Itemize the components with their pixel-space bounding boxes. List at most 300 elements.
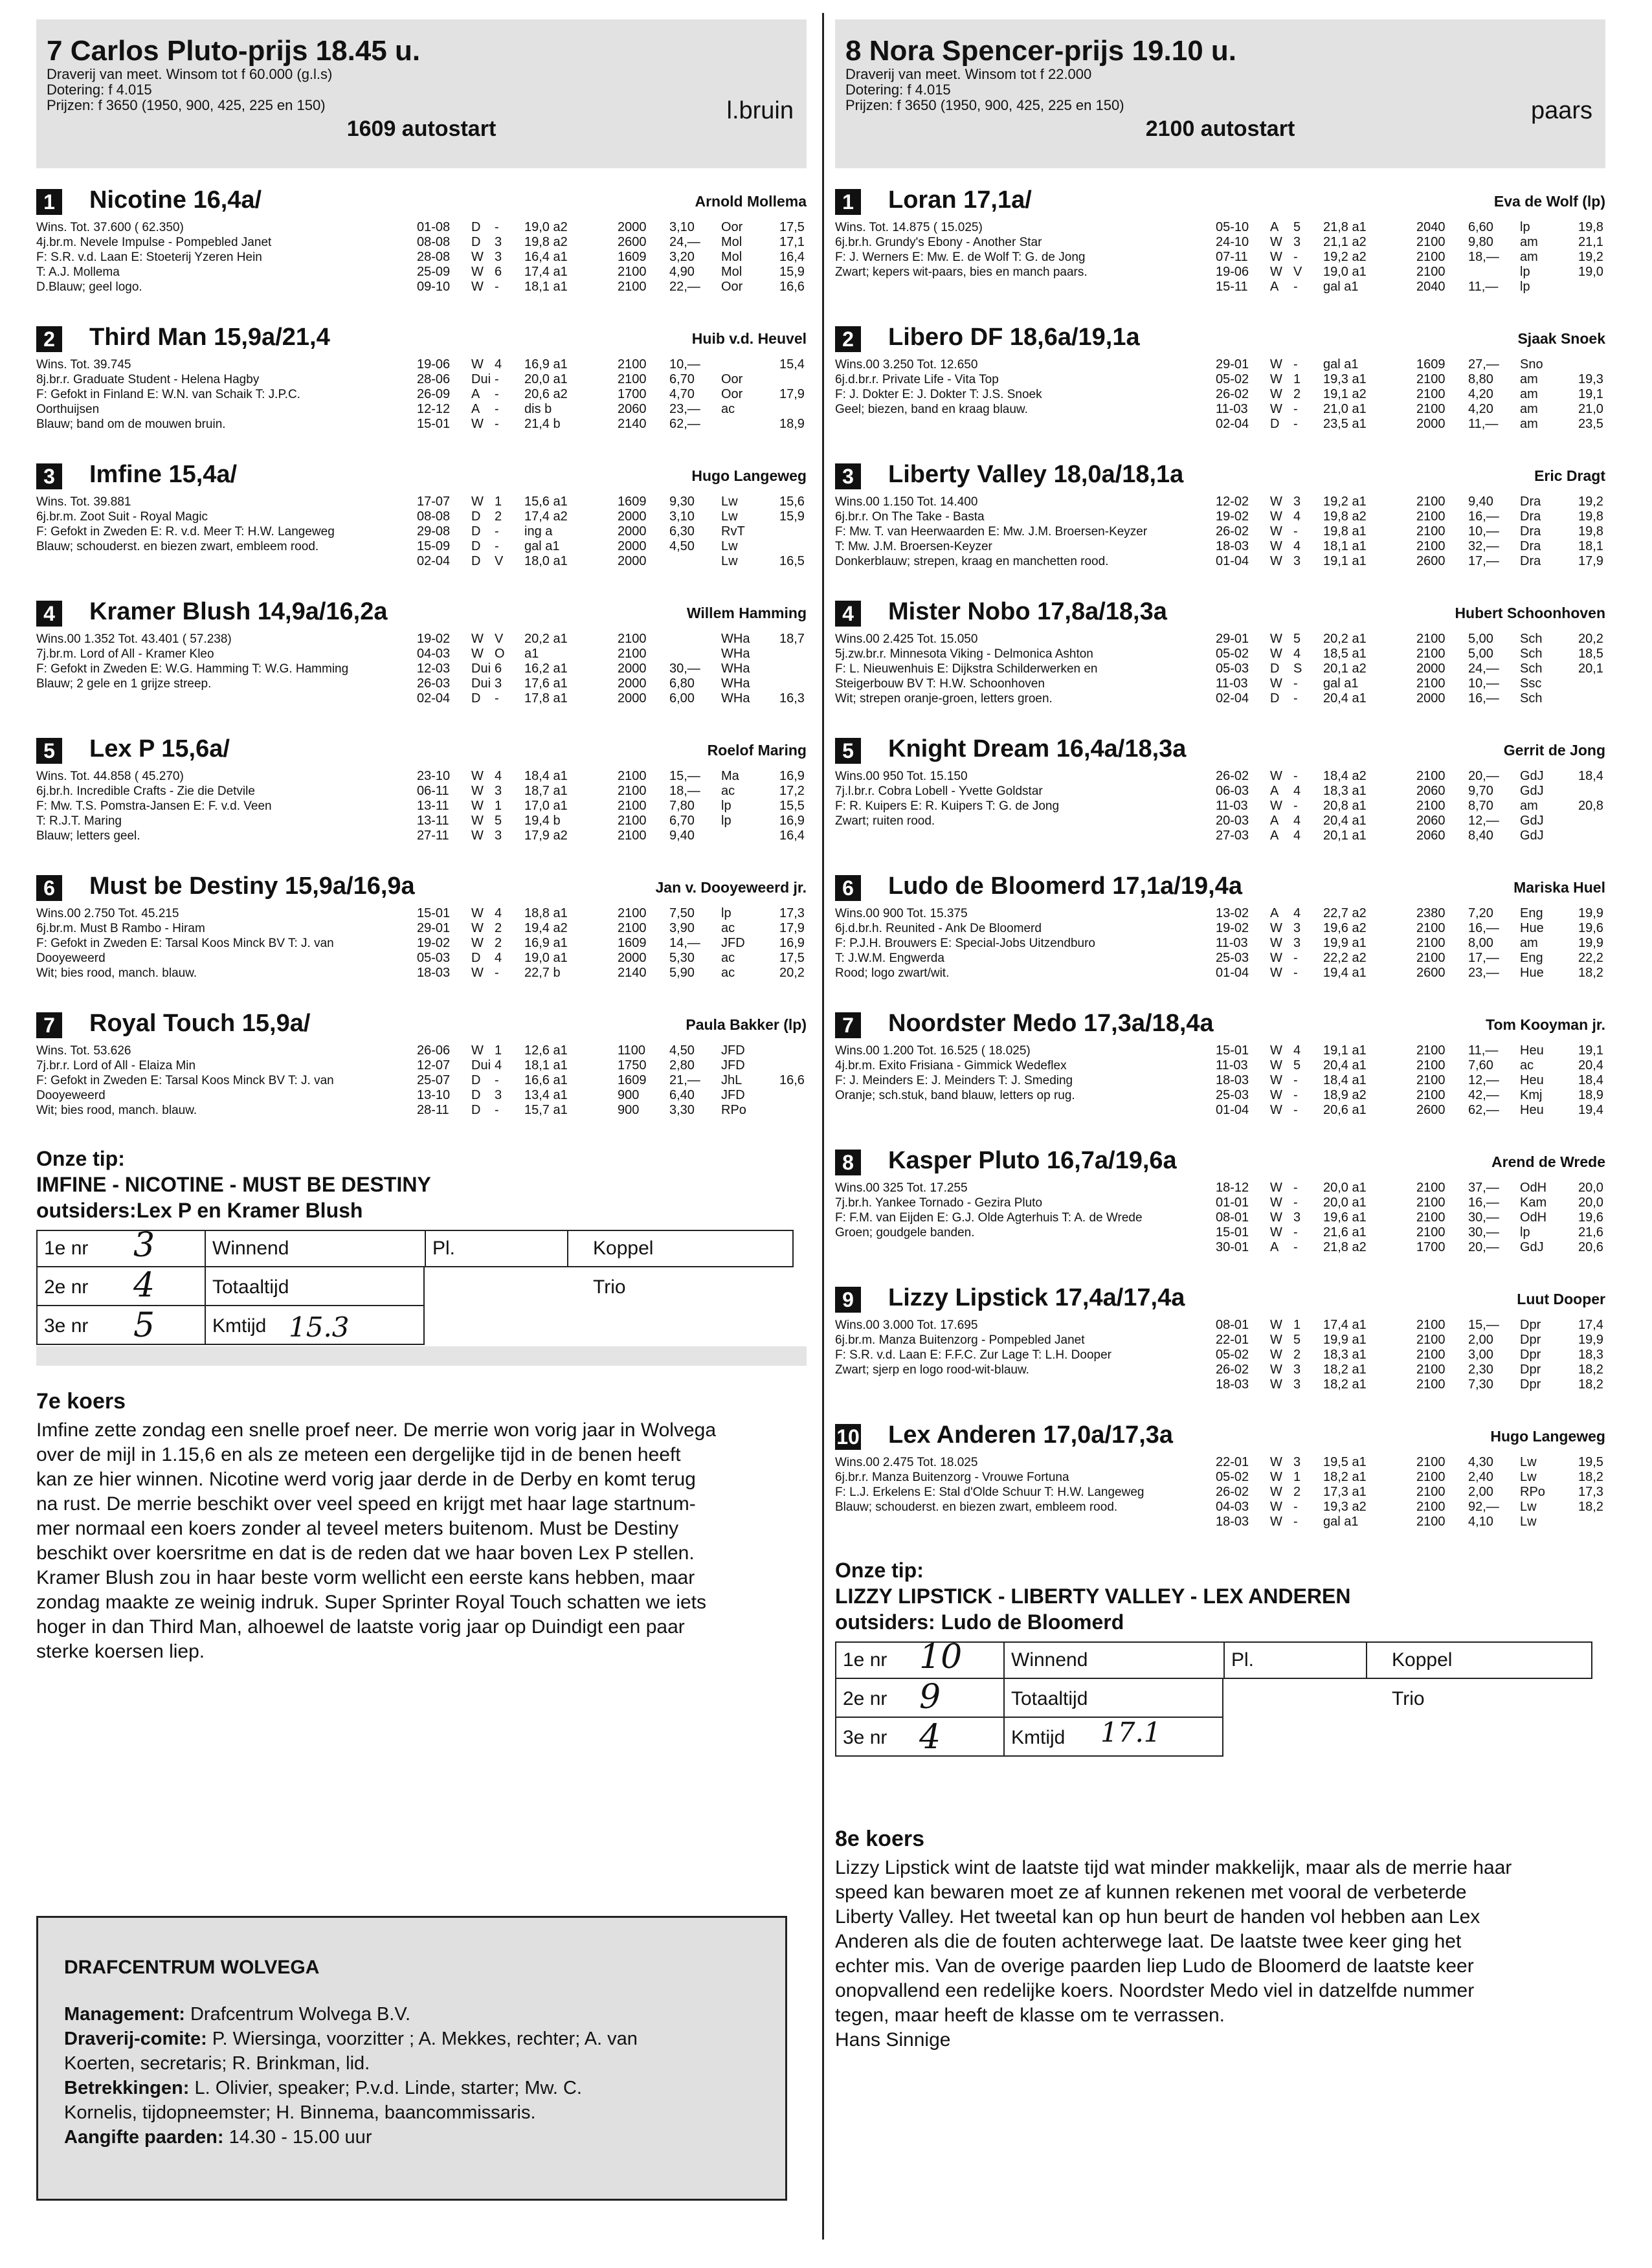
horse-number: 8 (835, 1150, 861, 1175)
horse-entry (835, 871, 1605, 997)
horse-name: Lex P 15,6a/ (89, 735, 230, 762)
results-label-2: 2e nr (44, 1276, 89, 1298)
run-cell: Mol (721, 265, 742, 279)
run-cell: 5 (1293, 632, 1301, 646)
run-cell: 2100 (1416, 402, 1446, 416)
horse-entry (835, 734, 1605, 860)
run-cell: 19,8 a2 (1323, 509, 1367, 524)
horse-entry (835, 460, 1605, 585)
run-cell: - (495, 1073, 499, 1087)
run-cell: Heu (1520, 1103, 1544, 1117)
run-cell: W (471, 828, 484, 843)
horse-info-line: 7j.l.br.r. Cobra Lobell - Yvette Goldstar (835, 784, 1043, 798)
run-cell: - (1293, 402, 1298, 416)
horse-info-line: Blauw; schouderst. en biezen zwart, embleem rood. (36, 540, 319, 553)
run-cell: 25-03 (1216, 951, 1249, 965)
run-cell: lp (721, 799, 731, 813)
run-cell: 15-01 (1216, 1043, 1249, 1058)
run-cell: 20-03 (1216, 814, 1249, 828)
horse-entry (36, 734, 807, 860)
run-cell: 17,3 (1578, 1485, 1603, 1499)
horse-details (835, 357, 1605, 448)
run-cell: - (1293, 676, 1298, 691)
run-cell: 17,0 a1 (524, 799, 568, 813)
track-info-label: Aangifte paarden: (64, 2127, 224, 2148)
run-cell: 26-02 (1216, 1485, 1249, 1499)
run-cell: 8,00 (1468, 936, 1493, 950)
run-cell: W (1270, 509, 1282, 524)
run-cell: - (1293, 691, 1298, 706)
run-cell: 16,— (1468, 691, 1499, 706)
run-cell: - (1293, 1515, 1298, 1529)
horse-info (835, 1043, 1211, 1103)
run-cell: 3 (1293, 936, 1301, 950)
run-cell: Dpr (1520, 1362, 1541, 1377)
run-cell: W (1270, 676, 1282, 691)
results-label-1: 1e nr (843, 1649, 887, 1671)
run-cell: 08-01 (1216, 1210, 1249, 1225)
run-cell: - (1293, 1073, 1298, 1087)
run-cell: 2040 (1416, 220, 1446, 234)
koers-line: speed kan bewaren moet ze af kunnen rekenen met vooral de verbeterde (835, 1882, 1467, 1903)
run-cell: 20,4 a1 (1323, 814, 1367, 828)
horse-trainer: Eric Dragt (1534, 467, 1605, 484)
run-cell: D (471, 554, 481, 568)
run-cell: - (1293, 951, 1298, 965)
run-cell: 9,80 (1468, 235, 1493, 249)
run-cell: 21,6 (1578, 1225, 1603, 1240)
horse-info-line: 5j.zw.br.r. Minnesota Viking - Delmonica Ashton (835, 647, 1093, 661)
run-cell: JFD (721, 1088, 745, 1102)
run-cell: 4,50 (669, 539, 695, 553)
run-cell: 3 (1293, 1210, 1301, 1225)
horse-info-line: 7j.br.r. Lord of All - Elaiza Min (36, 1059, 196, 1073)
horse-details (36, 357, 807, 448)
horse-entry (835, 1008, 1605, 1134)
run-cell: Eng (1520, 906, 1543, 920)
run-cell: W (471, 632, 484, 646)
horse-header (36, 185, 807, 220)
run-cell: W (1270, 799, 1282, 813)
track-info-label: Management: (64, 2004, 185, 2025)
run-cell: W (1270, 357, 1282, 372)
run-cell: 17,4 a1 (1323, 1318, 1367, 1332)
run-cell: 2100 (1416, 387, 1446, 401)
horse-info-line: Groen; goudgele banden. (835, 1226, 975, 1240)
run-cell: - (495, 1103, 499, 1117)
run-cell: 12-02 (1216, 495, 1249, 509)
horse-trainer: Hugo Langeweg (1490, 1428, 1605, 1445)
run-cell: 4,90 (669, 265, 695, 279)
run-cell: 17,5 (779, 220, 805, 234)
run-cell: 2,00 (1468, 1485, 1493, 1499)
run-cell: 2100 (1416, 1455, 1446, 1469)
run-cell: 2060 (1416, 784, 1446, 798)
race-title: 8 Nora Spencer-prijs 19.10 u. (845, 35, 1237, 67)
horse-info-line: F: Gefokt in Zweden E: R. v.d. Meer T: H.W. Langeweg (36, 525, 335, 539)
horse-header (36, 460, 807, 495)
run-cell: W (1270, 554, 1282, 568)
horse-info-line: Wit; bies rood, manch. blauw. (36, 1104, 197, 1117)
run-cell: 20,2 (779, 966, 805, 980)
run-cell: 4,30 (1468, 1455, 1493, 1469)
horse-info-line: Wins. Tot. 39.745 (36, 358, 131, 372)
track-info-text: L. Olivier, speaker; P.v.d. Linde, starter; Mw. C. (189, 2078, 582, 2098)
run-cell: 9,70 (1468, 784, 1493, 798)
run-cell: 18,7 (779, 632, 805, 646)
horse-info-line: Oranje; sch.stuk, band blauw, letters op rug. (835, 1089, 1075, 1102)
run-cell: W (471, 936, 484, 950)
track-info-text: P. Wiersinga, voorzitter ; A. Mekkes, rechter; A. van (206, 2029, 638, 2049)
horse-info-line: Wins. Tot. 39.881 (36, 495, 131, 509)
run-cell: 2100 (1416, 1333, 1446, 1347)
horse-trainer: Gerrit de Jong (1503, 742, 1605, 759)
horse-info-line: F: L.J. Erkelens E: Stal d'Olde Schuur T: H.W. Langeweg (835, 1485, 1144, 1499)
run-cell: 2 (1293, 1348, 1301, 1362)
run-cell: 2100 (1416, 799, 1446, 813)
run-cell: W (1270, 372, 1282, 386)
horse-info-line: F: Gefokt in Zweden E: Tarsal Koos Minck BV T: J. van (36, 1074, 334, 1087)
run-cell: 15-01 (417, 417, 451, 431)
race-distance: 2100 autostart (1145, 117, 1295, 141)
run-cell: 20,0 a1 (1323, 1195, 1367, 1210)
horse-details (835, 1318, 1605, 1408)
run-cell: 5,00 (1468, 632, 1493, 646)
run-cell: 2100 (618, 769, 647, 783)
run-cell: - (495, 280, 499, 294)
race-prizes: Prijzen: f 3650 (1950, 900, 425, 225 en 150) (47, 97, 326, 113)
horse-details (835, 1455, 1605, 1546)
run-cell: 19,8 (1578, 524, 1603, 539)
run-cell: 2100 (1416, 632, 1446, 646)
horse-info-line: 6j.br.h. Grundy's Ebony - Another Star (835, 236, 1042, 249)
run-cell: lp (1520, 220, 1530, 234)
run-cell: GdJ (1520, 1240, 1544, 1254)
horse-number: 6 (36, 875, 62, 901)
run-cell: 18-03 (1216, 1377, 1249, 1392)
run-cell: 23,— (1468, 966, 1499, 980)
horse-info-line: Wins.00 950 Tot. 15.150 (835, 770, 968, 783)
horse-trainer: Arend de Wrede (1491, 1153, 1605, 1170)
run-cell: 2,00 (1468, 1333, 1493, 1347)
run-cell: 1100 (618, 1043, 646, 1058)
run-cell: 1 (1293, 372, 1301, 386)
run-cell: 19,0 a1 (1323, 265, 1367, 279)
results-kmtijd: Kmtijd (1011, 1727, 1066, 1748)
run-cell: 29-01 (1216, 357, 1249, 372)
run-cell: 2000 (618, 951, 647, 965)
run-cell: 28-11 (417, 1103, 449, 1117)
results-label-2: 2e nr (843, 1688, 887, 1709)
run-cell: 18,1 a1 (524, 280, 568, 294)
run-cell: 30,— (669, 662, 700, 676)
horse-entry (835, 1283, 1605, 1408)
run-cell: WHa (721, 632, 750, 646)
run-cell: 20,1 a1 (1323, 828, 1367, 843)
run-cell: 20,0 (1578, 1195, 1603, 1210)
horse-info (835, 495, 1211, 569)
horse-header (36, 322, 807, 357)
run-cell: 2100 (1416, 495, 1446, 509)
horse-number: 9 (835, 1287, 861, 1313)
horse-info-line: 6j.br.m. Manza Buitenzorg - Pompebled Janet (835, 1333, 1085, 1347)
run-cell: 10,— (1468, 524, 1499, 539)
run-cell: 11,— (1468, 280, 1499, 294)
run-cell: Oor (721, 372, 743, 386)
run-cell: 18,— (669, 784, 700, 798)
run-cell: 2100 (1416, 1210, 1446, 1225)
run-cell: 4 (495, 357, 502, 372)
run-cell: 2100 (1416, 647, 1446, 661)
run-cell: 20,— (1468, 1240, 1499, 1254)
run-cell: D (471, 524, 481, 539)
run-cell: 11-03 (1216, 936, 1248, 950)
horse-details (835, 220, 1605, 311)
horse-info-line: 6j.br.m. Zoot Suit - Royal Magic (36, 510, 208, 524)
run-cell: W (1270, 524, 1282, 539)
run-cell: 18,4 (1578, 1073, 1603, 1087)
run-cell: 13-11 (417, 814, 449, 828)
run-cell: 17,9 a2 (524, 828, 568, 843)
run-cell: 2100 (618, 906, 647, 920)
koers-line: onopvallend een redelijke koers. Noordster Medo viel in datzelfde nummer (835, 1980, 1475, 2001)
run-cell: W (471, 265, 484, 279)
run-cell: 15,— (669, 769, 700, 783)
horse-number: 10 (835, 1424, 861, 1450)
koers-line: tegen, maar heeft de klasse om te verrassen. (835, 2005, 1225, 2026)
run-cell: 4 (1293, 784, 1301, 798)
run-cell: 17,— (1468, 554, 1499, 568)
run-cell: am (1520, 417, 1538, 431)
run-cell: 4 (1293, 509, 1301, 524)
koers-title: 7e koers (36, 1389, 126, 1414)
run-cell: 06-03 (1216, 784, 1249, 798)
run-cell: 2000 (618, 524, 647, 539)
run-cell: Sch (1520, 691, 1543, 706)
run-cell: 29-01 (1216, 632, 1249, 646)
run-cell: 4 (1293, 1043, 1301, 1058)
handwritten-kmtijd: 17.1 (1100, 1717, 1161, 1748)
horse-trainer: Hubert Schoonhoven (1455, 605, 1605, 621)
run-cell: 1700 (1416, 1240, 1446, 1254)
run-cell: WHa (721, 676, 750, 691)
run-cell: W (1270, 1043, 1282, 1058)
run-cell: 3 (1293, 1455, 1301, 1469)
run-cell: 1 (495, 1043, 502, 1058)
race-prizes: Prijzen: f 3650 (1950, 900, 425, 225 en 150) (845, 97, 1124, 113)
run-cell: Oor (721, 220, 743, 234)
run-cell: 2000 (618, 509, 647, 524)
run-cell: Dra (1520, 495, 1541, 509)
gray-bar (36, 1346, 807, 1366)
horse-list (835, 185, 1605, 1546)
run-cell: 3 (495, 1088, 502, 1102)
run-cell: 11-03 (1216, 676, 1248, 691)
run-cell: 18,7 a1 (524, 784, 568, 798)
horse-trainer: Hugo Langeweg (691, 467, 807, 484)
koers-line: na rust. De merrie beschikt over veel speed en krijgt met haar lage startnum- (36, 1493, 696, 1515)
run-cell: 12,— (1468, 814, 1499, 828)
run-cell: W (471, 966, 484, 980)
run-cell: 22,2 (1578, 951, 1603, 965)
run-cell: 21,1 (1578, 235, 1603, 249)
run-cell: 2100 (1416, 1181, 1446, 1195)
run-cell: 18,2 (1578, 1377, 1603, 1392)
run-cell: Lw (721, 509, 738, 524)
run-cell: 15,6 (779, 495, 805, 509)
run-cell: 30-01 (1216, 1240, 1249, 1254)
horse-info-line: Dooyeweerd (36, 1089, 106, 1102)
run-cell: 4,20 (1468, 387, 1493, 401)
run-cell: 25-07 (417, 1073, 451, 1087)
horse-info (835, 1318, 1211, 1377)
horse-info (36, 220, 412, 295)
track-info-line (64, 2051, 759, 2076)
horse-info-line: Dooyeweerd (36, 951, 106, 965)
run-cell: - (1293, 1225, 1298, 1240)
koers-line: echter mis. Van de overige paarden liep Ludo de Bloomerd de laatste keer (835, 1955, 1474, 1977)
horse-number: 5 (36, 738, 62, 764)
horse-info (835, 632, 1211, 706)
horse-info-line: F: J. Meinders E: J. Meinders T: J. Smeding (835, 1074, 1073, 1087)
horse-info (36, 906, 412, 981)
run-cell: OdH (1520, 1181, 1547, 1195)
run-cell: 22,7 a2 (1323, 906, 1367, 920)
horse-info-line: 6j.br.m. Must B Rambo - Hiram (36, 922, 205, 935)
run-cell: 2100 (1416, 1377, 1446, 1392)
run-cell: 08-08 (417, 509, 451, 524)
horse-number: 6 (835, 875, 861, 901)
run-cell: 19,9 (1578, 936, 1603, 950)
run-cell: Oor (721, 387, 743, 401)
horse-name: Kasper Pluto 16,7a/19,6a (888, 1147, 1177, 1174)
run-cell: 16,5 (779, 554, 805, 568)
horse-info-line: Wins.00 2.425 Tot. 15.050 (835, 632, 978, 646)
horse-trainer: Eva de Wolf (lp) (1493, 193, 1605, 210)
run-cell: RPo (1520, 1485, 1545, 1499)
horse-info-line: Wins.00 2.750 Tot. 45.215 (36, 907, 179, 920)
run-cell: 1609 (618, 495, 647, 509)
run-cell: am (1520, 372, 1538, 386)
run-cell: 21,— (669, 1073, 700, 1087)
run-cell: 2 (495, 509, 502, 524)
run-cell: 4 (1293, 814, 1301, 828)
run-cell: - (495, 402, 499, 416)
run-cell: W (471, 250, 484, 264)
horse-info-line: Wins.00 1.150 Tot. 14.400 (835, 495, 978, 509)
horse-name: Third Man 15,9a/21,4 (89, 324, 330, 351)
horse-details (835, 906, 1605, 997)
koers-line: beschikt over koersritme en dat is de reden dat we haar boven Lex P stellen. (36, 1542, 695, 1564)
horse-header (835, 322, 1605, 357)
run-cell: 1 (1293, 1470, 1301, 1484)
handwritten-third: 4 (919, 1718, 941, 1757)
run-cell: Dpr (1520, 1333, 1541, 1347)
run-cell: 18,2 (1578, 1470, 1603, 1484)
run-cell: - (1293, 417, 1298, 431)
handwritten-third: 5 (133, 1306, 155, 1345)
run-cell: 19,0 a1 (524, 951, 568, 965)
run-cell: 29-01 (417, 921, 451, 935)
run-cell: 900 (618, 1103, 640, 1117)
horse-entry (835, 185, 1605, 311)
run-cell: 12,— (1468, 1073, 1499, 1087)
run-cell: 19-06 (417, 357, 451, 372)
run-cell: gal a1 (1323, 280, 1359, 294)
run-cell: GdJ (1520, 769, 1544, 783)
run-cell: 05-02 (1216, 372, 1249, 386)
results-label-3: 3e nr (843, 1727, 887, 1748)
run-cell: am (1520, 402, 1538, 416)
run-cell: 19,9 a1 (1323, 936, 1367, 950)
run-cell: W (471, 784, 484, 798)
run-cell: 6,80 (669, 676, 695, 691)
run-cell: 17,2 (779, 784, 805, 798)
run-cell: 2100 (1416, 1362, 1446, 1377)
horse-info (835, 1455, 1211, 1515)
run-cell: 3 (1293, 495, 1301, 509)
run-cell: D (471, 509, 481, 524)
run-cell: 2000 (1416, 417, 1446, 431)
run-cell: 19,9 a1 (1323, 1333, 1367, 1347)
run-cell: W (1270, 921, 1282, 935)
run-cell: 7,30 (1468, 1377, 1493, 1392)
horse-details (36, 495, 807, 585)
run-cell: 24,— (669, 235, 700, 249)
results-label-1: 1e nr (44, 1238, 89, 1259)
run-cell: 16,6 (779, 1073, 805, 1087)
horse-info-line: T: A.J. Mollema (36, 265, 120, 279)
run-cell: 22,7 b (524, 966, 561, 980)
run-cell: 4 (1293, 647, 1301, 661)
run-cell: - (1293, 1240, 1298, 1254)
run-cell: 17,9 (779, 387, 805, 401)
run-cell: 19,9 (1578, 1333, 1603, 1347)
run-cell: 25-09 (417, 265, 451, 279)
run-cell: D (1270, 417, 1280, 431)
run-cell: 18,1 a1 (524, 1058, 568, 1073)
horse-trainer: Paula Bakker (lp) (686, 1016, 807, 1033)
run-cell: 2100 (618, 265, 647, 279)
run-cell: 2,80 (669, 1058, 695, 1073)
run-cell: 12-03 (417, 662, 451, 676)
run-cell: ing a (524, 524, 553, 539)
run-cell: 2100 (1416, 921, 1446, 935)
run-cell: 2100 (1416, 1073, 1446, 1087)
run-cell: 9,30 (669, 495, 695, 509)
horse-header (835, 1146, 1605, 1181)
run-cell: 2100 (1416, 1515, 1446, 1529)
race-header (36, 19, 807, 168)
run-cell: 18-12 (1216, 1181, 1249, 1195)
results-winnend: Winnend (212, 1238, 289, 1259)
horse-info (835, 220, 1211, 280)
run-cell: WHa (721, 691, 750, 706)
run-cell: - (495, 691, 499, 706)
run-cell: 6,70 (669, 814, 695, 828)
horse-info-line: F: P.J.H. Brouwers E: Special-Jobs Uitzendburo (835, 937, 1095, 950)
horse-entry (36, 322, 807, 448)
run-cell: 15,— (1468, 1318, 1499, 1332)
horse-number: 2 (36, 326, 62, 352)
run-cell: 19,8 a1 (1323, 524, 1367, 539)
horse-info-line: Wins. Tot. 37.600 ( 62.350) (36, 221, 184, 234)
run-cell: 20,0 a1 (1323, 1181, 1367, 1195)
horse-info-line: Wins.00 900 Tot. 15.375 (835, 907, 968, 920)
horse-info-line: F: Mw. T.S. Pomstra-Jansen E: F. v.d. Veen (36, 799, 272, 813)
run-cell: D (471, 1073, 481, 1087)
run-cell: A (471, 387, 480, 401)
